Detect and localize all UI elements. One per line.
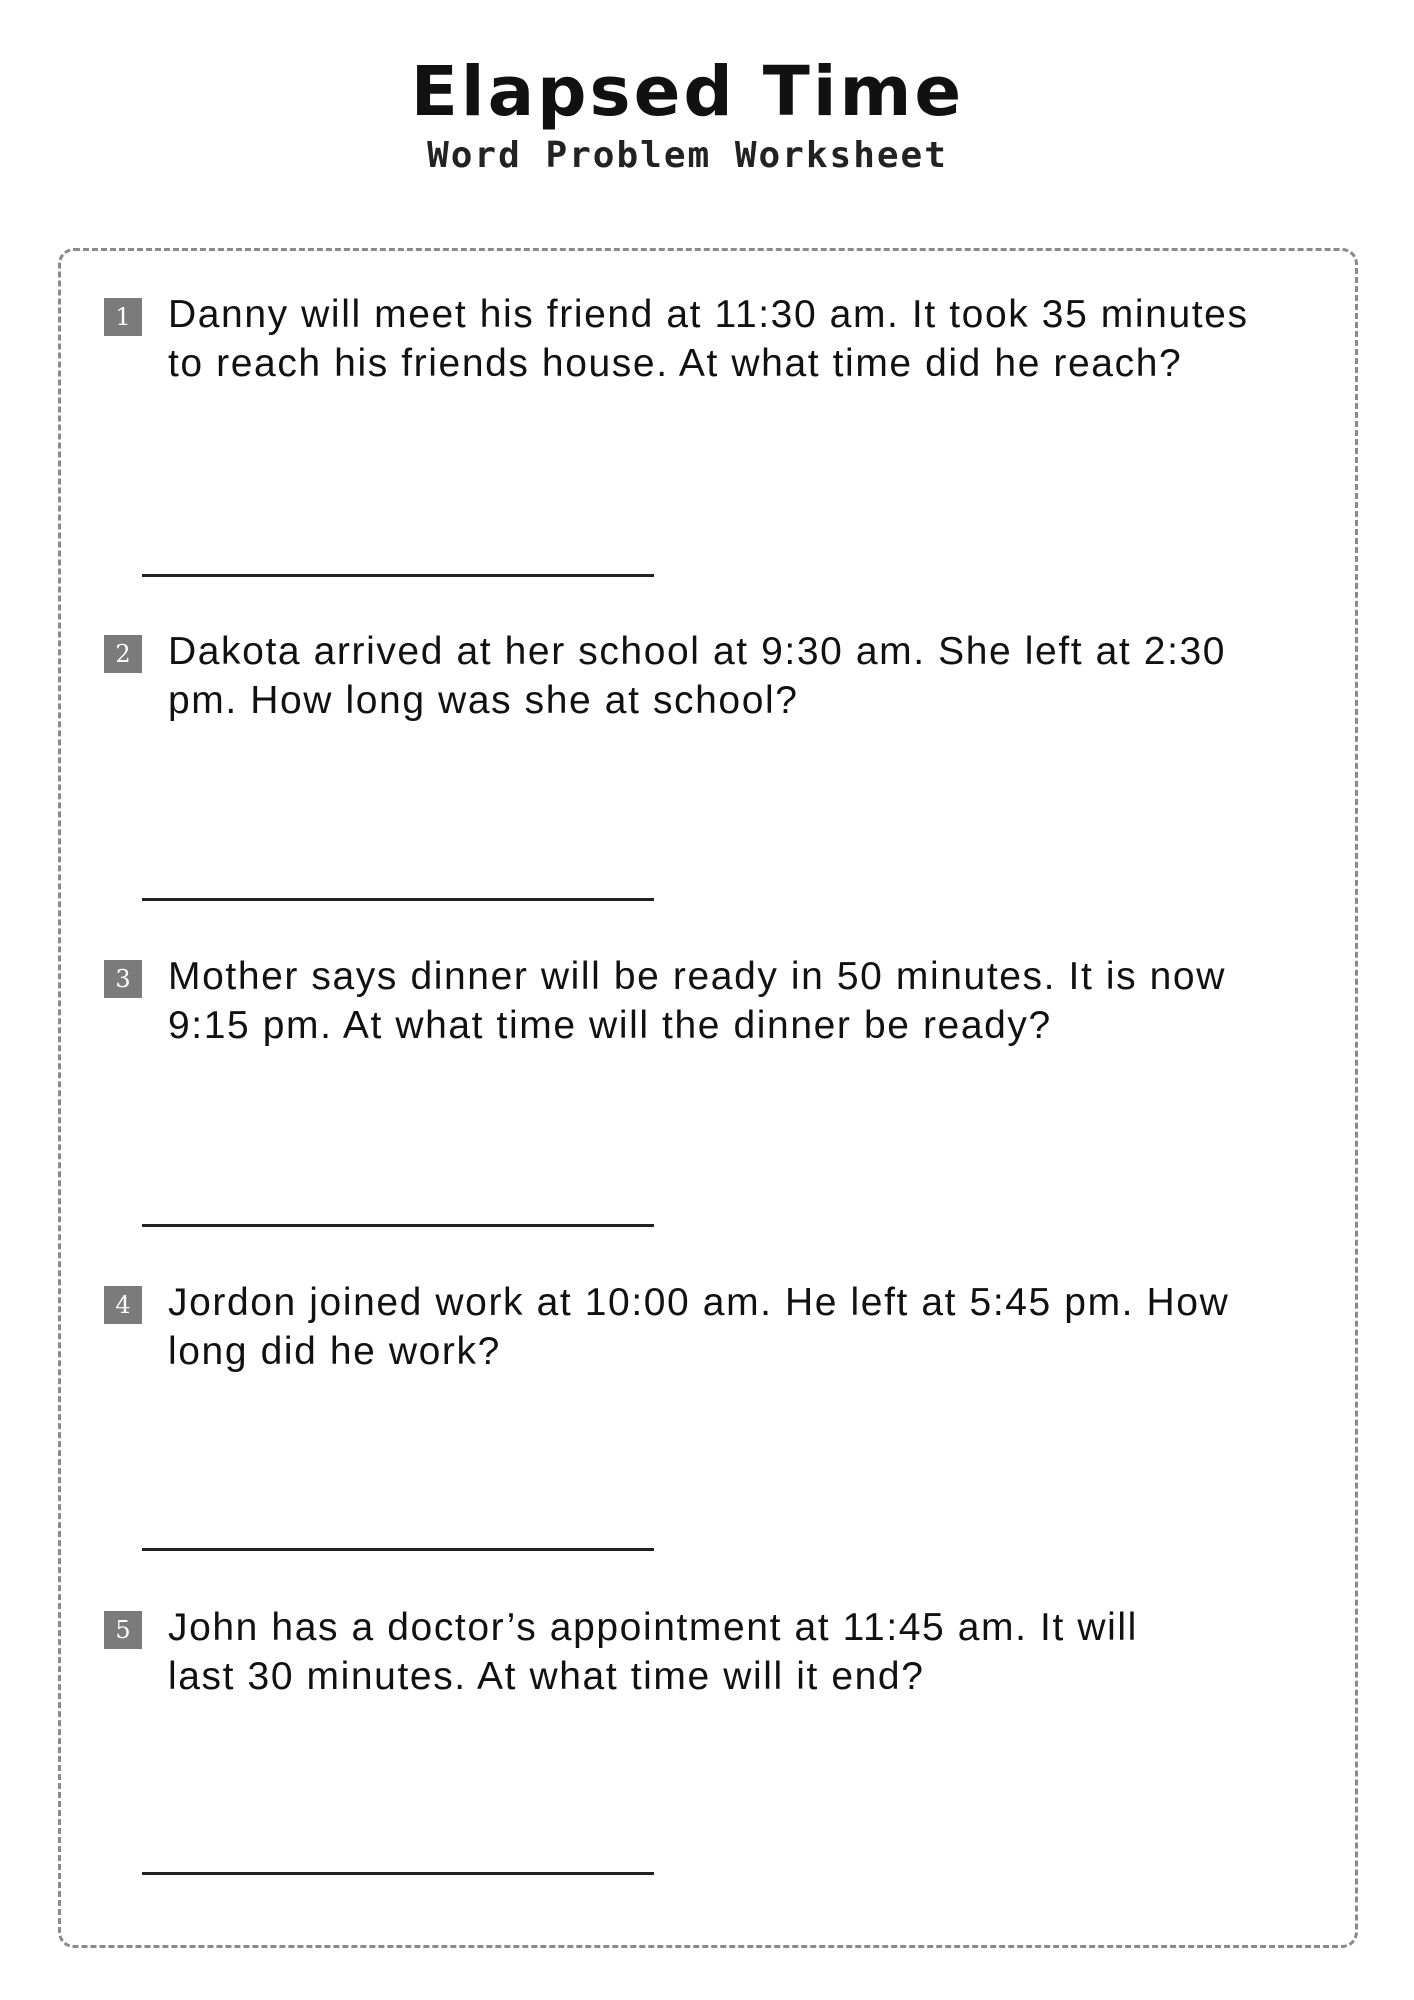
problem-text [168,290,1328,388]
answer-line-5[interactable] [142,1872,654,1875]
problem-text-line: Dakota arrived at her school at 9:30 am. She left at 2:30 [168,630,1227,673]
problem-number-badge: 2 [104,635,142,673]
answer-line-4[interactable] [142,1548,654,1551]
worksheet-subtitle: Word Problem Worksheet [427,135,948,176]
problem-number-badge: 1 [104,298,142,336]
problem-number-badge: 3 [104,960,142,998]
problem-text-line: Mother says dinner will be ready in 50 minutes. It is now [168,955,1226,998]
problem-text-line: pm. How long was she at school? [168,679,799,722]
answer-line-3[interactable] [142,1224,654,1227]
problem-text-line: long did he work? [168,1330,501,1373]
problem-text [168,1603,1328,1701]
problem-text-line: last 30 minutes. At what time will it end? [168,1655,925,1698]
problem-text-line: to reach his friends house. At what time did he reach? [168,342,1183,385]
problem-text-line: John has a doctor’s appointment at 11:45 am. It will [168,1606,1138,1649]
problem-number-badge: 5 [104,1611,142,1649]
problem-number-badge: 4 [104,1286,142,1324]
answer-line-1[interactable] [142,574,654,577]
problem-text-line: Danny will meet his friend at 11:30 am. It took 35 minutes [168,293,1249,336]
problem-text-line: Jordon joined work at 10:00 am. He left at 5:45 pm. How [168,1281,1230,1324]
problem-text [168,952,1328,1050]
problem-text-line: 9:15 pm. At what time will the dinner be ready? [168,1004,1052,1047]
answer-line-2[interactable] [142,898,654,901]
worksheet-title: Elapsed Time [410,52,965,132]
problem-text [168,627,1328,725]
problem-text [168,1278,1328,1376]
